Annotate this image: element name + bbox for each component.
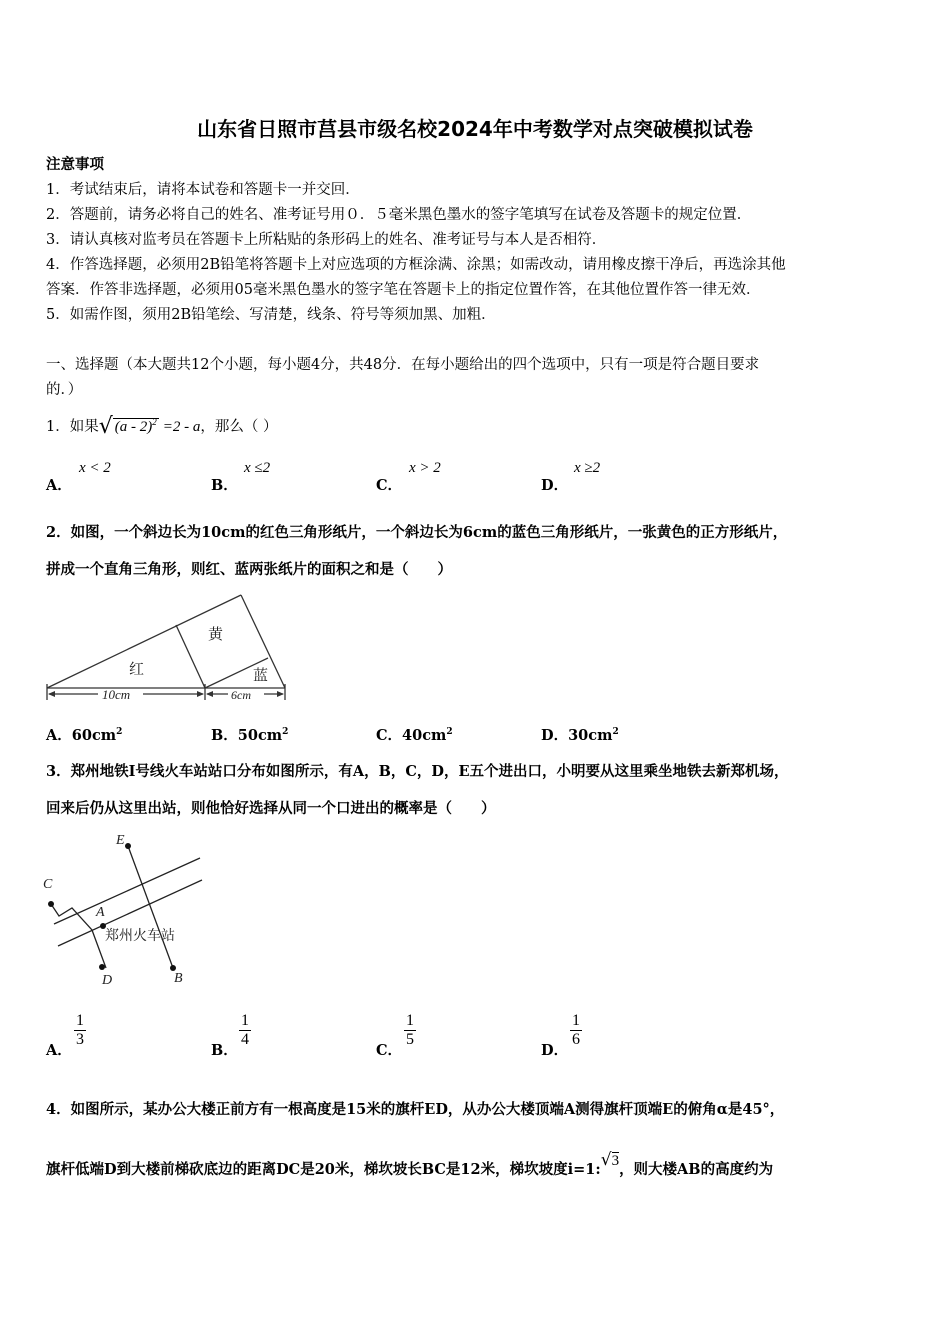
- q3-option-a-fraction: $\frac{1}{3}$: [76, 1012, 84, 1048]
- sqrt-sign: √: [98, 414, 113, 439]
- q4-stem-line2: 旗杆低端D到大楼前梯砍底边的距离DC是20米，梯坎坡长BC是12米，梯坎坡度i=1:√3，则大楼AB的高度约为: [46, 1150, 774, 1178]
- q2-figure: [42, 588, 290, 706]
- q1-option-b-letter[interactable]: B．: [211, 477, 238, 494]
- q1-option-a-expr: x < 2: [79, 460, 111, 476]
- q3-stem-line2: 回来后仍从这里出站，则他恰好选择从同一个口进出的概率是（ ）: [46, 800, 496, 817]
- q1-option-c-letter[interactable]: C．: [376, 477, 403, 494]
- point-e: [125, 843, 131, 849]
- q2-option-c[interactable]: C．$40cm^2$: [376, 727, 453, 744]
- q3-option-d-fraction: $\frac{1}{6}$: [572, 1012, 580, 1048]
- q3-stem-line1: 3．郑州地铁Ⅰ号线火车站站口分布如图所示，有A，B，C，D，E五个进出口，小明要从这里乘坐地铁去新郑机场，: [46, 763, 789, 780]
- q1-rhs: =2 - a: [162, 419, 201, 435]
- arrow-head: [277, 691, 284, 697]
- point-d: [99, 964, 105, 970]
- q4-sqrt-value: 3: [611, 1153, 620, 1169]
- q3-option-a-letter[interactable]: A．: [46, 1042, 72, 1059]
- q1-stem: [46, 414, 278, 439]
- q2-option-b[interactable]: B．$50cm^2$: [211, 727, 289, 744]
- note-item-2: 2．答题前，请务必将自己的姓名、准考证号用０．５毫米黑色墨水的签字笔填写在试卷及答题卡的规定位置．: [46, 207, 752, 223]
- notes-heading: 注意事项: [46, 156, 104, 173]
- q2-option-a[interactable]: A．$60cm^2$: [46, 727, 123, 744]
- q1-option-c-expr: x > 2: [409, 460, 441, 476]
- arrow-head: [48, 691, 55, 697]
- exit-e-b-line: [128, 846, 173, 968]
- label-yellow: 黄: [208, 627, 224, 643]
- label-red: 红: [129, 662, 145, 678]
- section-heading: 一、选择题（本大题共12个小题，每小题4分，共48分．在每小题给出的四个选项中，只有一项是符合题目要求: [46, 357, 760, 373]
- q1-option-d-expr: x ≥2: [574, 460, 601, 476]
- q3-option-b-letter[interactable]: B．: [211, 1042, 238, 1059]
- note-item-5: 5．如需作图，须用2B铅笔绘、写清楚，线条、符号等须加黑、加粗．: [46, 307, 496, 323]
- sqrt-sign: √: [600, 1150, 612, 1170]
- q2-stem-line1: 2．如图，一个斜边长为10cm的红色三角形纸片，一个斜边长为6cm的蓝色三角形纸片，一张黄色的正方形纸片，: [46, 524, 788, 541]
- q3-figure: [40, 828, 210, 993]
- section-heading-cont: 的．）: [46, 382, 83, 398]
- dim-red-label: 10cm: [102, 687, 131, 702]
- arrow-head: [206, 691, 213, 697]
- label-blue: 蓝: [253, 668, 269, 684]
- q3-option-b-fraction: $\frac{1}{4}$: [241, 1012, 249, 1048]
- q1-option-b-expr: x ≤2: [244, 460, 271, 476]
- q1-prefix: 1．如果: [46, 419, 99, 435]
- q4-stem-line1: 4．如图所示，某办公大楼正前方有一根高度是15米的旗杆ED，从办公大楼顶端A测得旗杆顶端E的俯角α是45°，: [46, 1101, 785, 1118]
- page-title: 山东省日照市莒县市级名校2024年中考数学对点突破模拟试卷: [197, 117, 753, 141]
- square-left-edge: [176, 625, 205, 688]
- label-b: B: [174, 971, 183, 986]
- q1-option-d-letter[interactable]: D．: [541, 477, 569, 494]
- note-item-1: 1．考试结束后，请将本试卷和答题卡一并交回．: [46, 182, 360, 198]
- note-item-4-cont: 答案．作答非选择题，必须用05毫米黑色墨水的签字笔在答题卡上的指定位置作答，在其他位置作答一律无效．: [46, 282, 761, 298]
- note-item-3: 3．请认真核对监考员在答题卡上所粘贴的条形码上的姓名、准考证号与本人是否相符．: [46, 232, 607, 248]
- label-e: E: [116, 833, 125, 848]
- q3-option-c-letter[interactable]: C．: [376, 1042, 403, 1059]
- point-c: [48, 901, 54, 907]
- q2-option-d[interactable]: D．$30cm^2$: [541, 727, 619, 744]
- dim-blue-label: 6cm: [231, 688, 251, 702]
- note-item-4: 4．作答选择题，必须用2B铅笔将答题卡上对应选项的方框涂满、涂黑；如需改动，请用橡皮擦干净后，再选涂其他: [46, 257, 786, 273]
- label-c: C: [43, 877, 53, 892]
- q1-option-a-letter[interactable]: A．: [46, 477, 72, 494]
- arrow-head: [197, 691, 204, 697]
- q1-radicand: (a - 2)$^2$: [114, 417, 157, 435]
- label-d: D: [102, 973, 113, 988]
- label-station: 郑州火车站: [105, 929, 175, 944]
- q1-suffix: ，那么（ ）: [200, 419, 278, 435]
- q3-option-d-letter[interactable]: D．: [541, 1042, 569, 1059]
- q3-option-c-fraction: $\frac{1}{5}$: [406, 1012, 414, 1048]
- q2-stem-line2: 拼成一个直角三角形，则红、蓝两张纸片的面积之和是（ ）: [46, 561, 452, 578]
- label-a: A: [96, 905, 105, 920]
